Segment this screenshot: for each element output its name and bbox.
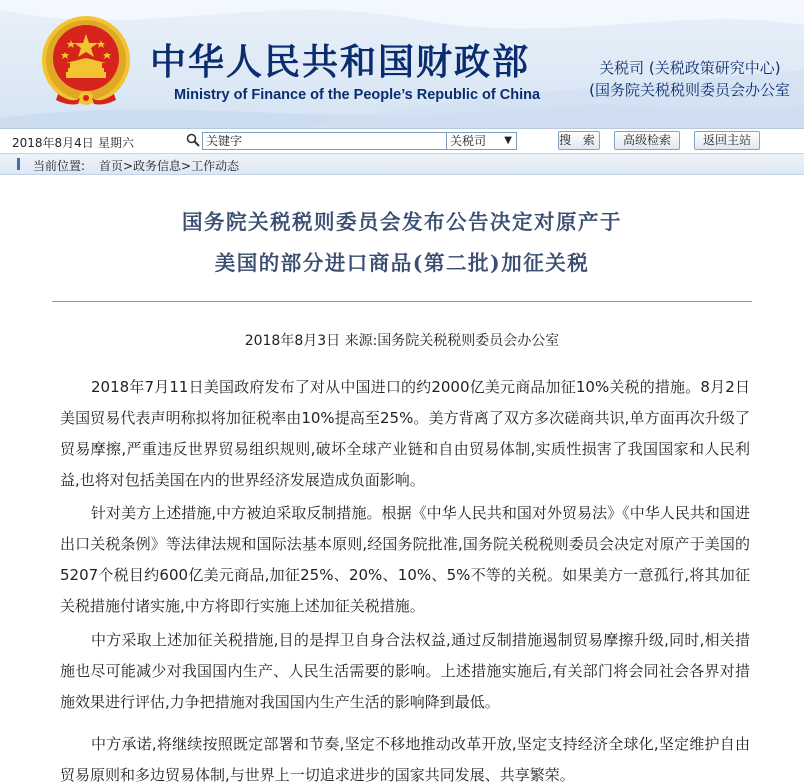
search-scope-value: 关税司 — [450, 134, 487, 148]
advanced-search-button[interactable]: 高级检索 — [614, 131, 680, 150]
search-input[interactable] — [202, 132, 450, 150]
breadcrumb-path[interactable]: 首页>政务信息>工作动态 — [99, 159, 240, 173]
article-paragraph: 2018年7月11日美国政府发布了对从中国进口的约2000亿美元商品加征10%关税的措施。8月2日美国贸易代表声明称拟将加征税率由10%提高至25%。美方背离了双方多次磋商共识,单方面再次升级了贸易摩擦,严重违反世界贸易组织规则,破坏全球产业链和自由贸易体制,实质性损害了我国国家和人民利益,也将对包括美国在内的世界经济发展造成负面影响。 — [60, 378, 750, 489]
article-paragraph: 中方采取上述加征关税措施,目的是捍卫自身合法权益,通过反制措施遏制贸易摩擦升级,同时,相关措施也尽可能减少对我国国内生产、人民生活需要的影响。上述措施实施后,有关部门将会同社会各界对措施效果进行评估,力争把措施对我国国内生产生活的影响降到最低。 — [60, 631, 750, 711]
site-title: 中华人民共和国财政部 — [150, 42, 531, 83]
department-line-2: (国务院关税税则委员会办公室 — [589, 81, 790, 99]
search-button[interactable]: 搜 索 — [558, 131, 600, 150]
site-title-english: Ministry of Finance of the People’s Republic of China — [174, 87, 541, 103]
search-icon — [186, 133, 200, 147]
current-weekday: 星期六 — [98, 136, 135, 150]
department-line-1: 关税司 (关税政策研究中心) — [599, 59, 781, 77]
chevron-down-icon: ▼ — [504, 135, 512, 146]
breadcrumb-label: 当前位置: — [33, 159, 86, 173]
current-date: 2018年8月4日 — [12, 136, 94, 150]
search-scope-select[interactable] — [446, 132, 517, 150]
national-emblem-icon — [38, 12, 134, 112]
title-divider — [52, 301, 752, 302]
toolbar — [0, 128, 804, 153]
article-title-line-2: 美国的部分进口商品(第二批)加征关税 — [214, 251, 590, 275]
article-paragraph: 中方承诺,将继续按照既定部署和节奏,坚定不移地推动改革开放,坚定支持经济全球化,坚定维护自由贸易原则和多边贸易体制,与世界上一切追求进步的国家共同发展、共享繁荣。 — [60, 735, 750, 783]
return-home-button[interactable]: 返回主站 — [694, 131, 760, 150]
department-name — [589, 57, 790, 101]
site-header-banner — [0, 0, 804, 128]
article-title-line-1: 国务院关税税则委员会发布公告决定对原产于 — [182, 210, 622, 234]
breadcrumb-marker — [17, 158, 20, 170]
breadcrumb — [0, 153, 804, 175]
article-paragraph: 针对美方上述措施,中方被迫采取反制措施。根据《中华人民共和国对外贸易法》《中华人民共和国进出口关税条例》等法律法规和国际法基本原则,经国务院批准,国务院关税税则委员会决定对原产于美国的5207个税目约600亿美元商品,加征25%、20%、10%、5%不等的关税。如果美方一意孤行,将其加征关税措施付诸实施,中方将即行实施上述加征关税措施。 — [60, 504, 750, 615]
article-meta: 2018年8月3日 来源:国务院关税税则委员会办公室 — [244, 333, 560, 349]
